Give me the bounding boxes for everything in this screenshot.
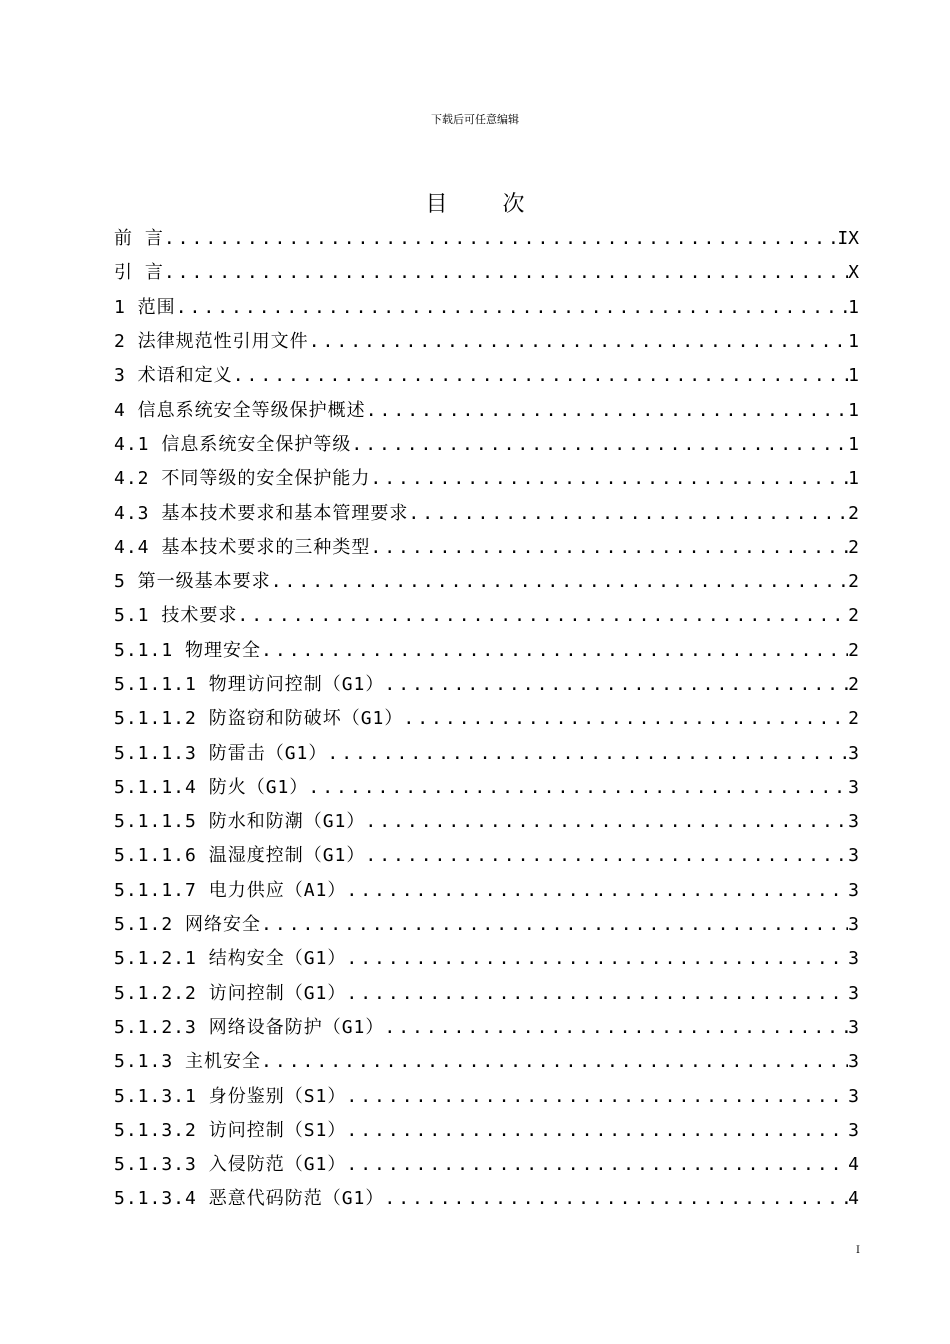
toc-entry-page: 1 bbox=[848, 365, 859, 387]
dot-leader bbox=[346, 1151, 848, 1179]
toc-entry-page: 2 bbox=[848, 571, 859, 593]
toc-entry[interactable] bbox=[114, 359, 859, 393]
toc-entry-page: 3 bbox=[848, 811, 859, 833]
toc-entry-page: 1 bbox=[848, 331, 859, 353]
dot-leader bbox=[327, 740, 848, 768]
toc-entry[interactable] bbox=[114, 942, 859, 976]
page-number: I bbox=[856, 1245, 860, 1256]
dot-leader bbox=[365, 808, 848, 836]
toc-entry-page: 4 bbox=[848, 1154, 859, 1176]
dot-leader bbox=[346, 877, 848, 905]
toc-entry[interactable] bbox=[114, 736, 859, 770]
toc-entry-label: 前 言 bbox=[114, 228, 164, 250]
toc-entry-label: 5.1.1 物理安全 bbox=[114, 639, 262, 661]
toc-entry[interactable] bbox=[114, 393, 859, 427]
dot-leader bbox=[370, 534, 848, 562]
toc-entry-label: 引 言 bbox=[114, 262, 164, 284]
toc-entry[interactable] bbox=[114, 256, 859, 290]
toc-entry-page: 2 bbox=[848, 708, 859, 730]
toc-entry-page: 3 bbox=[848, 776, 859, 798]
toc-entry[interactable] bbox=[114, 222, 859, 256]
dot-leader bbox=[164, 259, 848, 287]
toc-entry-label: 5.1.3.4 恶意代码防范（G1） bbox=[114, 1188, 385, 1210]
toc-entry[interactable] bbox=[114, 1114, 859, 1148]
toc-entry-page: 3 bbox=[848, 1016, 859, 1038]
toc-entry-label: 5.1.2.1 结构安全（G1） bbox=[114, 948, 347, 970]
dot-leader bbox=[346, 1117, 848, 1145]
toc-entry[interactable] bbox=[114, 702, 859, 736]
toc-entry-page: 2 bbox=[848, 674, 859, 695]
toc-entry[interactable] bbox=[114, 1011, 859, 1045]
toc-entry-page: 3 bbox=[848, 982, 859, 1004]
dot-leader bbox=[384, 1185, 848, 1213]
toc-entry[interactable] bbox=[114, 1079, 859, 1113]
toc-entry-page: 3 bbox=[848, 742, 859, 764]
toc-entry[interactable] bbox=[114, 874, 859, 908]
toc-entry-label: 5.1.1.7 电力供应（A1） bbox=[114, 879, 347, 901]
dot-leader bbox=[261, 1048, 848, 1076]
toc-entry[interactable] bbox=[114, 1045, 859, 1079]
dot-leader bbox=[408, 500, 848, 528]
toc-entry[interactable] bbox=[114, 668, 859, 702]
dot-leader bbox=[384, 1014, 848, 1042]
toc-entry-page: 2 bbox=[848, 639, 859, 661]
toc-entry-page: 3 bbox=[848, 1085, 859, 1107]
toc-entry-page: 3 bbox=[848, 948, 859, 970]
toc-entry-page: 3 bbox=[848, 914, 859, 936]
toc-entry-page: 3 bbox=[848, 845, 859, 867]
toc-entry-label: 3 术语和定义 bbox=[114, 365, 233, 387]
toc-entry-label: 5.1.3.2 访问控制（S1） bbox=[114, 1119, 347, 1141]
dot-leader bbox=[309, 328, 848, 356]
dot-leader bbox=[366, 397, 848, 425]
dot-leader bbox=[346, 945, 848, 973]
dot-leader bbox=[365, 842, 848, 870]
toc-entry[interactable] bbox=[114, 496, 859, 530]
toc-entry-label: 5.1.2.2 访问控制（G1） bbox=[114, 982, 347, 1004]
dot-leader bbox=[351, 431, 848, 459]
dot-leader bbox=[403, 705, 848, 733]
toc-entry-label: 4.3 基本技术要求和基本管理要求 bbox=[114, 502, 409, 524]
toc-entry-label: 5.1.2.3 网络设备防护（G1） bbox=[114, 1016, 385, 1038]
toc-entry-page: 1 bbox=[848, 399, 859, 421]
toc-entry-label: 4 信息系统安全等级保护概述 bbox=[114, 399, 366, 421]
toc-entry-label: 5.1.1.5 防水和防潮（G1） bbox=[114, 811, 366, 833]
toc-entry-label: 2 法律规范性引用文件 bbox=[114, 331, 309, 353]
toc-entry[interactable] bbox=[114, 771, 859, 805]
toc-entry-page: 3 bbox=[848, 1119, 859, 1141]
dot-leader bbox=[233, 362, 848, 390]
toc-entry-label: 5.1.3 主机安全 bbox=[114, 1051, 262, 1073]
toc-entry-label: 4.1 信息系统安全保护等级 bbox=[114, 433, 352, 455]
toc-entry-label: 5.1.3.1 身份鉴别（S1） bbox=[114, 1085, 347, 1107]
toc-entry-label: 5.1.1.3 防雷击（G1） bbox=[114, 742, 328, 764]
dot-leader bbox=[384, 671, 848, 699]
dot-leader bbox=[176, 294, 848, 322]
toc-entry-label: 5.1.2 网络安全 bbox=[114, 914, 262, 936]
toc-entry[interactable] bbox=[114, 977, 859, 1011]
toc-entry-page: 1 bbox=[848, 433, 859, 455]
dot-leader bbox=[271, 568, 848, 596]
table-of-contents bbox=[114, 222, 859, 1217]
toc-entry[interactable] bbox=[114, 1182, 859, 1216]
toc-entry-label: 4.2 不同等级的安全保护能力 bbox=[114, 468, 371, 490]
toc-entry-label: 5.1.3.3 入侵防范（G1） bbox=[114, 1154, 347, 1176]
toc-entry[interactable] bbox=[114, 325, 859, 359]
page-header-note: 下载后可任意编辑 bbox=[431, 113, 519, 126]
toc-entry-page: 4 bbox=[848, 1188, 859, 1210]
toc-entry-label: 4.4 基本技术要求的三种类型 bbox=[114, 536, 371, 558]
toc-entry[interactable] bbox=[114, 462, 859, 496]
toc-entry-page: 3 bbox=[848, 1051, 859, 1073]
toc-entry-page: IX bbox=[837, 228, 859, 250]
toc-entry[interactable] bbox=[114, 1148, 859, 1182]
toc-entry[interactable] bbox=[114, 291, 859, 325]
toc-entry-page: X bbox=[848, 262, 859, 284]
dot-leader bbox=[346, 980, 848, 1008]
toc-entry-label: 5.1.1.2 防盗窃和防破坏（G1） bbox=[114, 708, 404, 730]
toc-entry[interactable] bbox=[114, 599, 859, 633]
toc-entry-page: 2 bbox=[848, 605, 859, 627]
toc-entry-label: 5.1.1.4 防火（G1） bbox=[114, 776, 309, 798]
toc-entry-label: 5.1 技术要求 bbox=[114, 605, 238, 627]
toc-entry-page: 1 bbox=[848, 296, 859, 318]
toc-entry-label: 5.1.1.1 物理访问控制（G1） bbox=[114, 674, 385, 695]
toc-entry-page: 3 bbox=[848, 879, 859, 901]
toc-entry-label: 5 第一级基本要求 bbox=[114, 571, 271, 593]
dot-leader bbox=[346, 1083, 848, 1111]
toc-entry-label: 1 范围 bbox=[114, 296, 176, 318]
toc-entry[interactable] bbox=[114, 634, 859, 668]
dot-leader bbox=[164, 225, 837, 253]
toc-entry[interactable] bbox=[114, 805, 859, 839]
toc-entry[interactable] bbox=[114, 428, 859, 462]
toc-entry-page: 1 bbox=[848, 468, 859, 490]
dot-leader bbox=[237, 602, 848, 630]
toc-title: 目 次 bbox=[425, 192, 549, 217]
dot-leader bbox=[370, 465, 848, 493]
toc-entry[interactable] bbox=[114, 908, 859, 942]
toc-entry[interactable] bbox=[114, 565, 859, 599]
dot-leader bbox=[261, 637, 848, 665]
toc-entry-page: 2 bbox=[848, 502, 859, 524]
toc-entry[interactable] bbox=[114, 531, 859, 565]
toc-entry-label: 5.1.1.6 温湿度控制（G1） bbox=[114, 845, 366, 867]
dot-leader bbox=[261, 911, 848, 939]
dot-leader bbox=[308, 774, 848, 802]
toc-entry-page: 2 bbox=[848, 536, 859, 558]
toc-entry[interactable] bbox=[114, 839, 859, 873]
